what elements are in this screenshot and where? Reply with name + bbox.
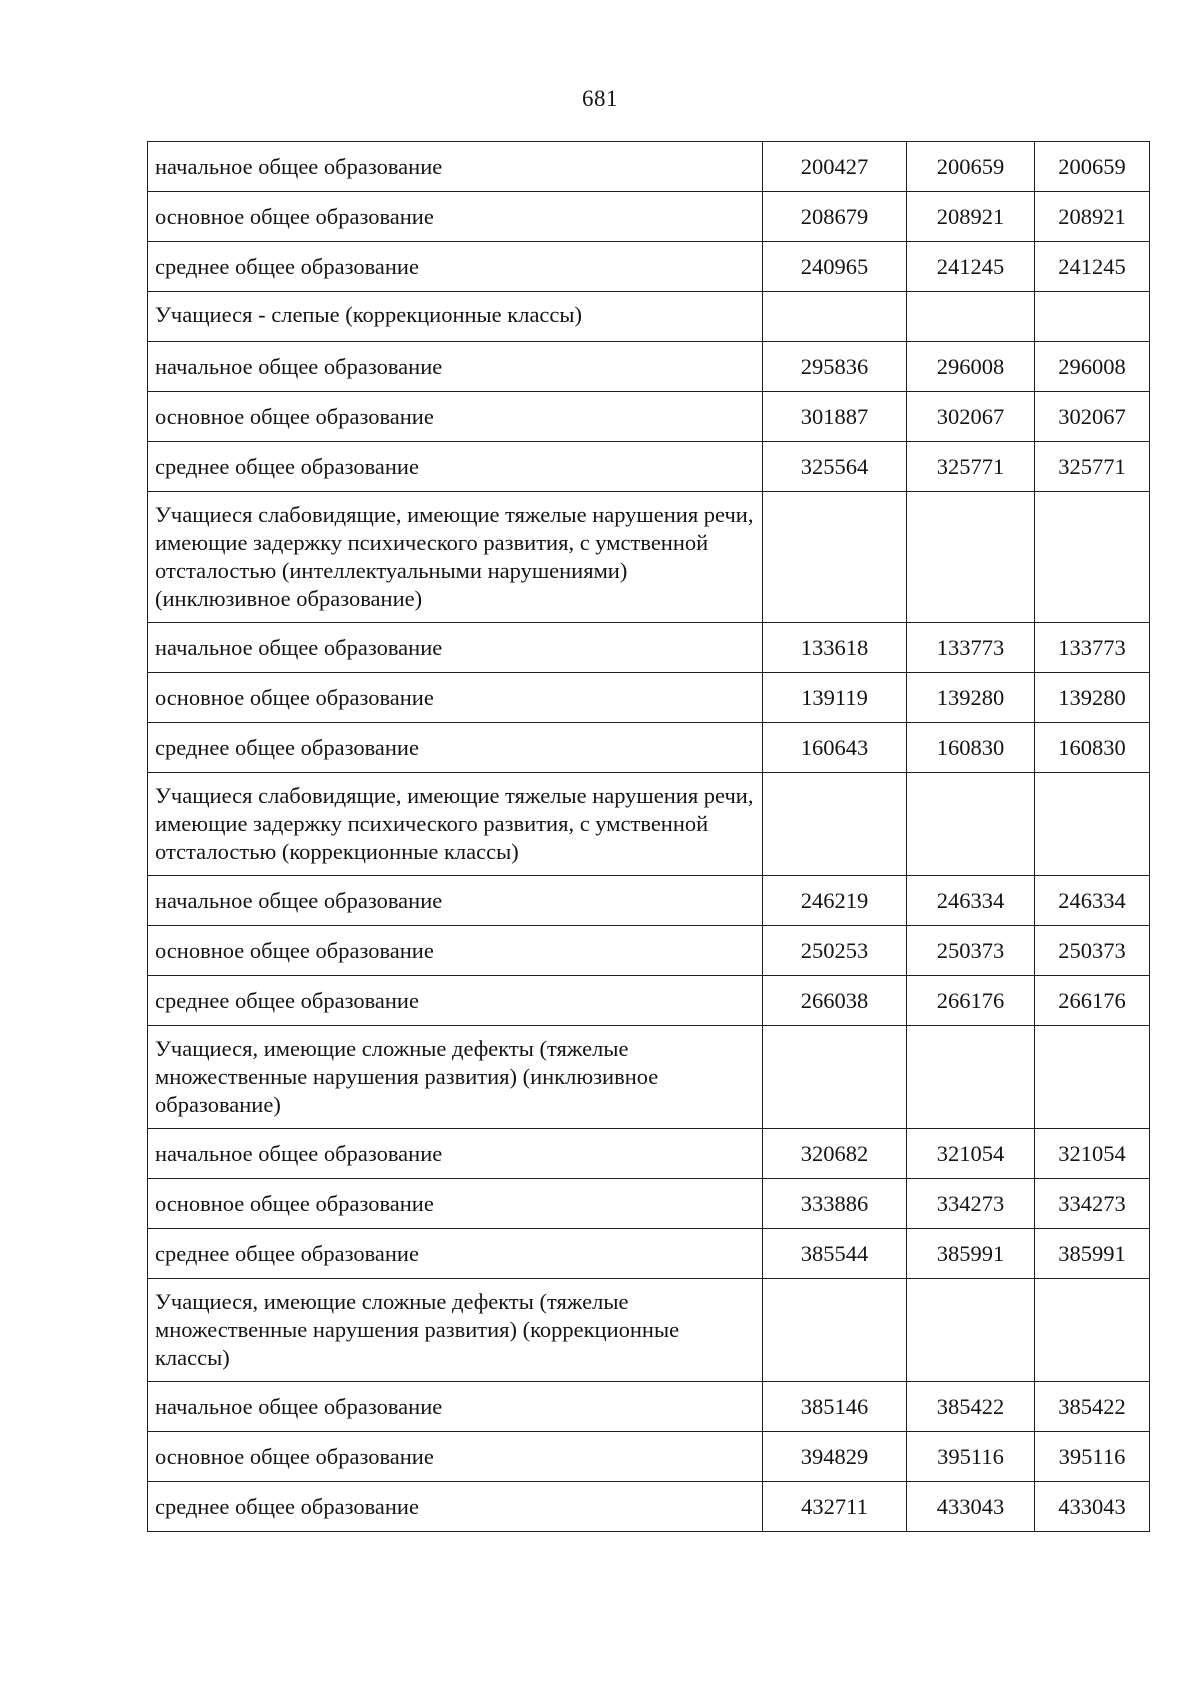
value-cell: 246219 [763, 876, 907, 926]
value-cell: 250253 [763, 926, 907, 976]
value-cell: 385146 [763, 1382, 907, 1432]
value-cell: 333886 [763, 1179, 907, 1229]
table-row [148, 723, 1150, 773]
empty-cell [1035, 292, 1150, 342]
value-cell: 133618 [763, 623, 907, 673]
table-row [148, 342, 1150, 392]
empty-cell [907, 292, 1035, 342]
value-cell: 394829 [763, 1432, 907, 1482]
row-label: начальное общее образование [148, 342, 763, 392]
table-row [148, 1432, 1150, 1482]
value-cell: 385991 [1035, 1229, 1150, 1279]
value-cell: 334273 [1035, 1179, 1150, 1229]
category-label: Учащиеся, имеющие сложные дефекты (тяжелые множественные нарушения развития) (коррекционные классы) [148, 1279, 763, 1382]
table-row [148, 673, 1150, 723]
table-row [148, 142, 1150, 192]
row-label: основное общее образование [148, 1432, 763, 1482]
table-row [148, 242, 1150, 292]
row-label: основное общее образование [148, 192, 763, 242]
value-cell: 208679 [763, 192, 907, 242]
value-cell: 433043 [1035, 1482, 1150, 1532]
value-cell: 241245 [907, 242, 1035, 292]
row-label: основное общее образование [148, 926, 763, 976]
table-row [148, 976, 1150, 1026]
value-cell: 200659 [1035, 142, 1150, 192]
row-label: начальное общее образование [148, 142, 763, 192]
empty-cell [763, 773, 907, 876]
value-cell: 139280 [907, 673, 1035, 723]
value-cell: 139119 [763, 673, 907, 723]
empty-cell [907, 492, 1035, 623]
value-cell: 250373 [907, 926, 1035, 976]
empty-cell [763, 292, 907, 342]
value-cell: 246334 [907, 876, 1035, 926]
value-cell: 240965 [763, 242, 907, 292]
page-number: 681 [582, 86, 618, 111]
value-cell: 133773 [1035, 623, 1150, 673]
category-row [148, 292, 1150, 342]
row-label: среднее общее образование [148, 442, 763, 492]
table-row [148, 1129, 1150, 1179]
category-label: Учащиеся слабовидящие, имеющие тяжелые нарушения речи, имеющие задержку психического развития, с умственной отсталостью (коррекционные классы) [148, 773, 763, 876]
row-label: начальное общее образование [148, 1129, 763, 1179]
value-cell: 200427 [763, 142, 907, 192]
category-label: Учащиеся, имеющие сложные дефекты (тяжелые множественные нарушения развития) (инклюзивное образование) [148, 1026, 763, 1129]
value-cell: 385422 [1035, 1382, 1150, 1432]
value-cell: 395116 [907, 1432, 1035, 1482]
value-cell: 208921 [907, 192, 1035, 242]
category-label: Учащиеся слабовидящие, имеющие тяжелые нарушения речи, имеющие задержку психического развития, с умственной отсталостью (интеллектуальными нарушениями) (инклюзивное образование) [148, 492, 763, 623]
category-label: Учащиеся - слепые (коррекционные классы) [148, 292, 763, 342]
value-cell: 266038 [763, 976, 907, 1026]
budget-table-body [148, 142, 1150, 1532]
value-cell: 246334 [1035, 876, 1150, 926]
empty-cell [763, 492, 907, 623]
value-cell: 301887 [763, 392, 907, 442]
row-label: среднее общее образование [148, 723, 763, 773]
value-cell: 302067 [1035, 392, 1150, 442]
value-cell: 139280 [1035, 673, 1150, 723]
value-cell: 296008 [907, 342, 1035, 392]
table-row [148, 1229, 1150, 1279]
value-cell: 320682 [763, 1129, 907, 1179]
value-cell: 250373 [1035, 926, 1150, 976]
table-row [148, 1482, 1150, 1532]
empty-cell [763, 1279, 907, 1382]
table-row [148, 1179, 1150, 1229]
row-label: среднее общее образование [148, 1482, 763, 1532]
empty-cell [907, 1279, 1035, 1382]
value-cell: 296008 [1035, 342, 1150, 392]
value-cell: 200659 [907, 142, 1035, 192]
value-cell: 385544 [763, 1229, 907, 1279]
row-label: начальное общее образование [148, 1382, 763, 1432]
table-row [148, 192, 1150, 242]
value-cell: 325771 [1035, 442, 1150, 492]
empty-cell [763, 1026, 907, 1129]
empty-cell [1035, 1026, 1150, 1129]
table-row [148, 876, 1150, 926]
category-row [148, 1279, 1150, 1382]
row-label: основное общее образование [148, 392, 763, 442]
row-label: среднее общее образование [148, 976, 763, 1026]
row-label: среднее общее образование [148, 242, 763, 292]
value-cell: 160830 [1035, 723, 1150, 773]
value-cell: 160830 [907, 723, 1035, 773]
value-cell: 302067 [907, 392, 1035, 442]
row-label: начальное общее образование [148, 876, 763, 926]
value-cell: 385991 [907, 1229, 1035, 1279]
value-cell: 321054 [907, 1129, 1035, 1179]
value-cell: 133773 [907, 623, 1035, 673]
empty-cell [907, 773, 1035, 876]
category-row [148, 773, 1150, 876]
value-cell: 241245 [1035, 242, 1150, 292]
value-cell: 325564 [763, 442, 907, 492]
empty-cell [907, 1026, 1035, 1129]
value-cell: 395116 [1035, 1432, 1150, 1482]
row-label: основное общее образование [148, 673, 763, 723]
value-cell: 432711 [763, 1482, 907, 1532]
value-cell: 160643 [763, 723, 907, 773]
table-row [148, 392, 1150, 442]
table-row [148, 442, 1150, 492]
value-cell: 433043 [907, 1482, 1035, 1532]
empty-cell [1035, 773, 1150, 876]
table-row [148, 623, 1150, 673]
table-row [148, 926, 1150, 976]
table-row [148, 1382, 1150, 1432]
value-cell: 266176 [907, 976, 1035, 1026]
row-label: основное общее образование [148, 1179, 763, 1229]
value-cell: 325771 [907, 442, 1035, 492]
value-cell: 321054 [1035, 1129, 1150, 1179]
value-cell: 385422 [907, 1382, 1035, 1432]
value-cell: 266176 [1035, 976, 1150, 1026]
empty-cell [1035, 1279, 1150, 1382]
value-cell: 208921 [1035, 192, 1150, 242]
value-cell: 334273 [907, 1179, 1035, 1229]
row-label: начальное общее образование [148, 623, 763, 673]
empty-cell [1035, 492, 1150, 623]
budget-table [147, 141, 1150, 1532]
category-row [148, 1026, 1150, 1129]
category-row [148, 492, 1150, 623]
value-cell: 295836 [763, 342, 907, 392]
row-label: среднее общее образование [148, 1229, 763, 1279]
